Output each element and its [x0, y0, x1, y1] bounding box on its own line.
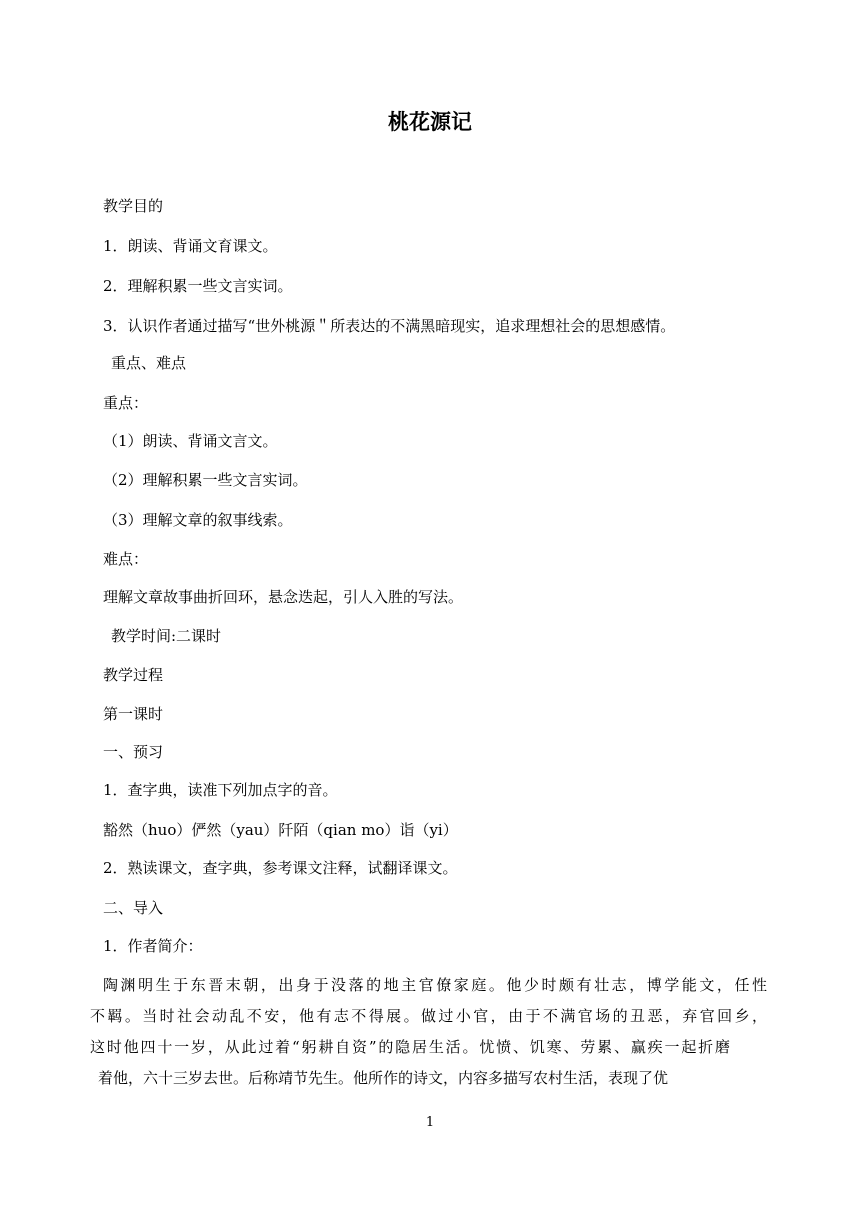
part-two-heading: 二、导入 — [103, 899, 164, 917]
difficulty-text: 理解文章故事曲折回环，悬念迭起，引人入胜的写法。 — [103, 588, 464, 606]
key-point-1: （1）朗读、背诵文言文。 — [103, 432, 278, 450]
document-title: 桃花源记 — [388, 110, 472, 134]
key-points-label: 重点： — [103, 394, 149, 412]
author-intro-heading: 1．作者简介： — [103, 937, 203, 955]
preview-item-1: 1．查字典，读准下列加点字的音。 — [103, 781, 338, 799]
lesson-one-heading: 第一课时 — [103, 705, 164, 723]
paragraph-line-1: 陶渊明生于东晋末朝，出身于没落的地主官僚家庭。他少时颇有壮志，博学能文，任性 — [103, 976, 767, 994]
section-heading-key-points: 重点、难点 — [111, 354, 187, 372]
preview-item-2: 2．熟读课文，查字典，参考课文注释，试翻译课文。 — [103, 859, 458, 877]
goal-item-2: 2．理解积累一些文言实词。 — [103, 277, 293, 295]
key-point-2: （2）理解积累一些文言实词。 — [103, 471, 308, 489]
part-one-heading: 一、预习 — [103, 743, 164, 761]
page-number: 1 — [425, 1115, 435, 1130]
section-heading-process: 教学过程 — [103, 666, 164, 684]
paragraph-line-4: 着他，六十三岁去世。后称靖节先生。他所作的诗文，内容多描写农村生活，表现了优 — [98, 1069, 669, 1087]
difficulty-label: 难点： — [103, 550, 149, 568]
goal-item-3: 3．认识作者通过描写“世外桃源＂所表达的不满黑暗现实，追求理想社会的思想感情。 — [103, 317, 676, 335]
pronunciation-list: 豁然（huo）俨然（yau）阡陌（qian mo）诣（yi） — [103, 821, 458, 839]
goal-item-1: 1．朗读、背诵文育课文。 — [103, 237, 278, 255]
paragraph-line-2: 不羁。当时社会动乱不安，他有志不得展。做过小官，由于不满官场的丑恶，弃官回乡， — [90, 1007, 767, 1025]
author-intro-paragraph — [90, 970, 767, 1094]
section-heading-teaching-goals: 教学目的 — [103, 197, 164, 215]
paragraph-line-3: 这时他四十一岁，从此过着“躬耕自资”的隐居生活。忧愤、饥寒、劳累、赢疾一起折磨 — [90, 1038, 730, 1056]
teaching-time: 教学时间:二课时 — [111, 627, 222, 645]
key-point-3: （3）理解文章的叙事线索。 — [103, 511, 293, 529]
